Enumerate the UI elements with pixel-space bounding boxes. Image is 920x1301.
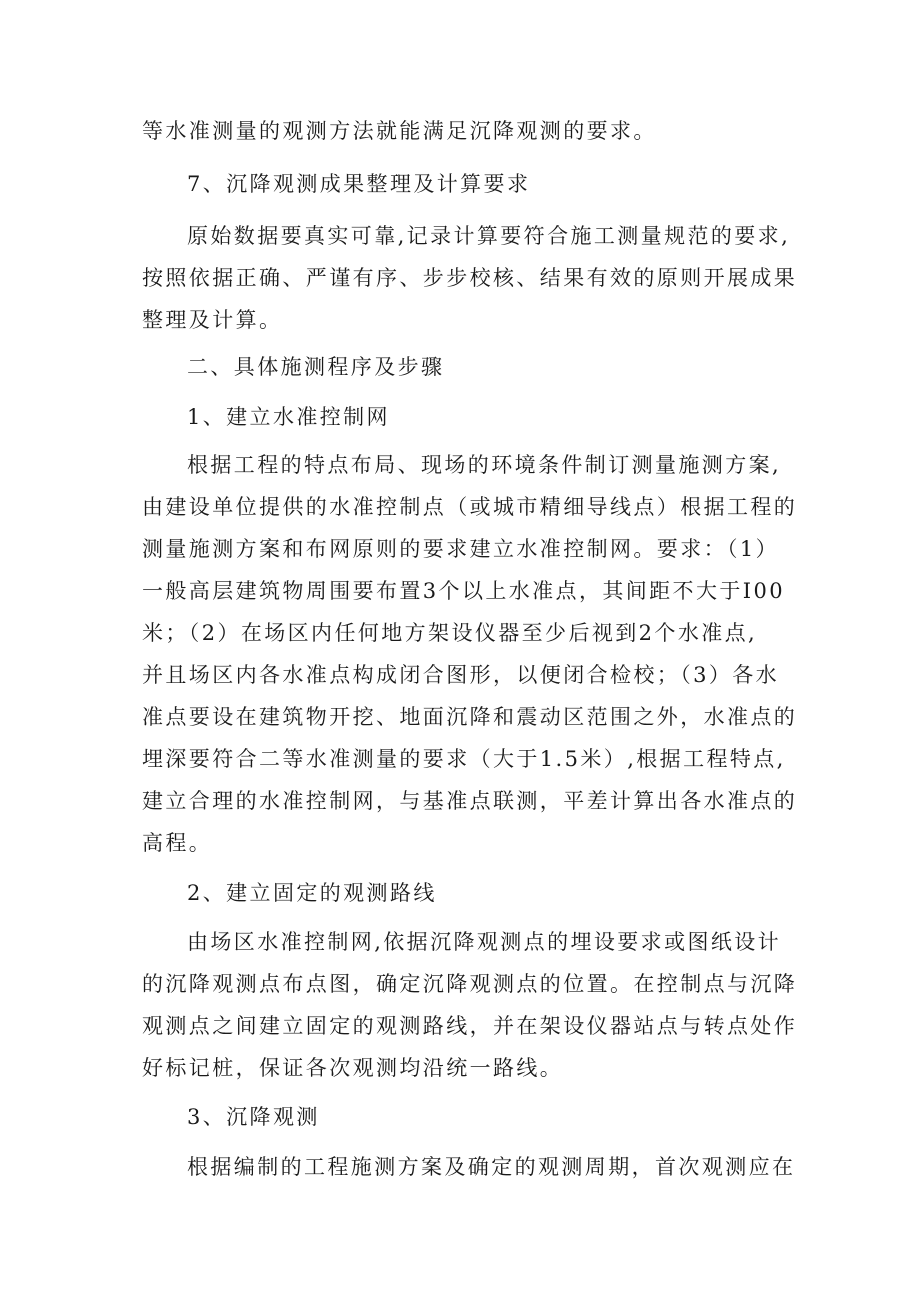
paragraph-2-3-line-1: 根据编制的工程施测方案及确定的观测周期，首次观测应在 [187, 1155, 796, 1179]
heading-section-2-1: 1、建立水准控制网 [187, 405, 390, 429]
paragraph-2-1-line-6: 并且场区内各水准点构成闭合图形，以便闭合检校；（3）各水 [142, 663, 780, 687]
paragraph-7-line-1: 原始数据要真实可靠,记录计算要符合施工测量规范的要求, [187, 224, 791, 248]
paragraph-7-line-3: 整理及计算。 [142, 308, 283, 332]
paragraph-2-1-line-8: 埋深要符合二等水准测量的要求（大于1.5米）,根据工程特点, [142, 747, 786, 771]
paragraph-2-2-line-2: 的沉降观测点布点图，确定沉降观测点的位置。在控制点与沉降 [142, 972, 798, 996]
paragraph-7-line-2: 按照依据正确、严谨有序、步步校核、结果有效的原则开展成果 [142, 266, 798, 290]
paragraph-continuation-line-1: 等水准测量的观测方法就能满足沉降观测的要求。 [142, 119, 657, 143]
paragraph-2-1-line-10: 高程。 [142, 831, 213, 855]
heading-section-7: 7、沉降观测成果整理及计算要求 [187, 172, 531, 196]
paragraph-2-2-line-1: 由场区水准控制网,依据沉降观测点的埋设要求或图纸设计 [187, 930, 782, 954]
paragraph-2-1-line-2: 由建设单位提供的水准控制点（或城市精细导线点）根据工程的 [142, 495, 798, 519]
paragraph-2-1-line-1: 根据工程的特点布局、现场的环境条件制订测量施测方案, [187, 453, 782, 477]
paragraph-2-1-line-9: 建立合理的水准控制网，与基准点联测，平差计算出各水准点的 [142, 789, 798, 813]
paragraph-2-2-line-3: 观测点之间建立固定的观测路线，并在架设仪器站点与转点处作 [142, 1014, 798, 1038]
paragraph-2-1-line-5: 米；（2）在场区内任何地方架设仪器至少后视到2个水准点, [142, 621, 758, 645]
heading-section-2-3: 3、沉降观测 [187, 1105, 320, 1129]
paragraph-2-1-line-4: 一般高层建筑物周围要布置3个以上水准点，其间距不大于I00 [142, 579, 785, 603]
paragraph-2-1-line-3: 测量施测方案和布网原则的要求建立水准控制网。要求：（1） [142, 537, 780, 561]
paragraph-2-2-line-4: 好标记桩，保证各次观测均沿统一路线。 [142, 1056, 564, 1080]
paragraph-2-1-line-7: 准点要设在建筑物开挖、地面沉降和震动区范围之外，水准点的 [142, 705, 798, 729]
heading-section-2-2: 2、建立固定的观测路线 [187, 881, 437, 905]
heading-chapter-2: 二、具体施测程序及步骤 [187, 355, 445, 379]
